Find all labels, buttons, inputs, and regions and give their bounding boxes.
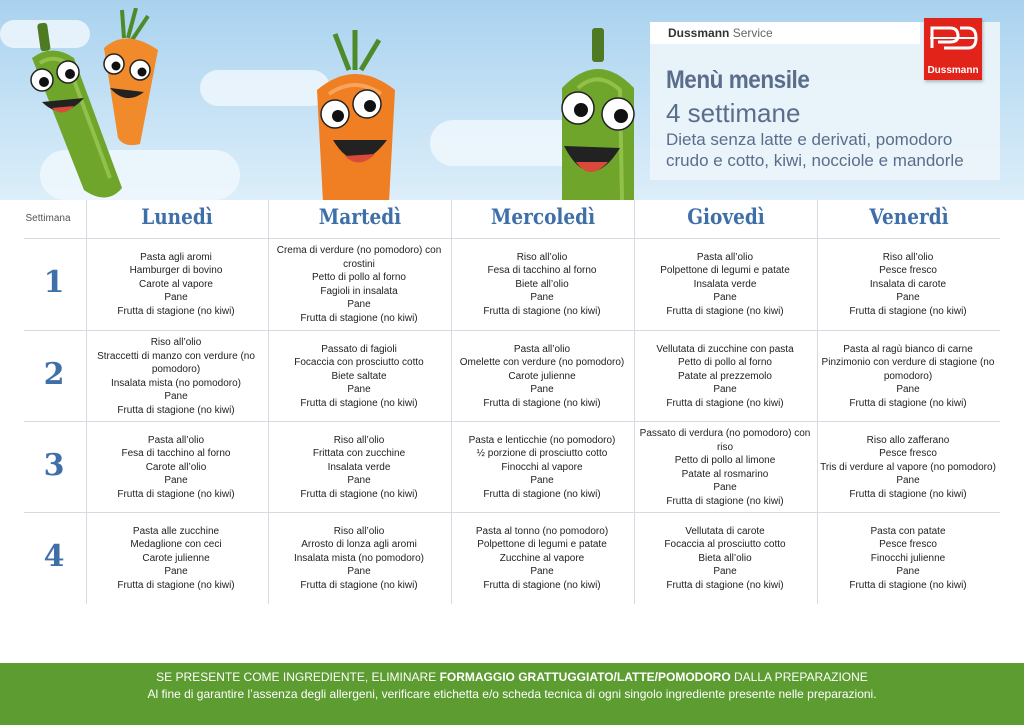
menu-item: Riso all’olio: [882, 251, 934, 263]
menu-item: Frittata con zucchine: [312, 448, 406, 460]
menu-cell: [87, 331, 265, 422]
menu-cell-content: [819, 343, 997, 411]
menu-cell-content: [819, 525, 997, 593]
menu-item: Focaccia al prosciutto cotto: [664, 539, 786, 551]
menu-item: Frutta di stagione (no kiwi): [300, 397, 418, 409]
menu-item: Pane: [896, 475, 920, 487]
menu-cell: [819, 422, 997, 513]
menu-item: Pane: [347, 384, 371, 396]
menu-item: Biete all’olio: [515, 278, 569, 290]
menu-item: Riso all’olio: [150, 337, 202, 348]
menu-item: Frutta di stagione (no kiwi): [849, 579, 967, 591]
menu-item: Frutta di stagione (no kiwi): [483, 305, 601, 317]
menu-item: Frutta di stagione (no kiwi): [117, 305, 235, 317]
menu-cell: [819, 239, 997, 330]
menu-cell-content: [270, 525, 448, 593]
menu-item: Finocchi julienne: [870, 552, 946, 564]
menu-item: Pane: [896, 292, 920, 304]
menu-item: Pasta alle zucchine: [132, 525, 220, 537]
menu-item: Insalata mista (no pomodoro): [110, 377, 242, 389]
menu-item: Vellutata di carote: [685, 525, 765, 537]
menu-item: Riso all’olio: [333, 434, 385, 446]
grid-line: [817, 200, 818, 604]
day-header-monday: Lunedì: [141, 204, 213, 229]
logo-text: Dussmann: [927, 65, 979, 76]
menu-item: Pane: [164, 391, 188, 402]
menu-cell: [636, 513, 814, 604]
menu-item: Pane: [530, 384, 554, 396]
menu-item: Hamburger di bovino: [129, 265, 223, 277]
menu-cell: [270, 513, 448, 604]
footer-note: Al fine di garantire l’assenza degli allergeni, verificare etichetta e/o scheda tecnica di ogni singolo ingrediente presente nelle preparazioni.: [147, 687, 877, 701]
menu-item: Pane: [347, 299, 371, 310]
zucchini-mascot-icon: [548, 28, 648, 200]
menu-cell-content: [270, 244, 448, 325]
menu-item: Biete saltate: [331, 370, 387, 382]
menu-item: Bieta all’olio: [698, 552, 752, 564]
page-subtitle-weeks: 4 settimane: [666, 98, 801, 128]
menu-item: Frutta di stagione (no kiwi): [300, 488, 418, 500]
menu-item: Frutta di stagione (no kiwi): [666, 305, 784, 317]
menu-cell-content: [87, 336, 265, 417]
menu-item: Polpettone di legumi e patate: [477, 539, 607, 551]
menu-cell: [270, 331, 448, 422]
menu-item: Frutta di stagione (no kiwi): [849, 397, 967, 409]
menu-cell: [87, 239, 265, 330]
menu-item: Pasta all’olio: [696, 251, 754, 263]
week-number: 4: [43, 539, 65, 574]
menu-cell: [453, 422, 631, 513]
menu-cell-content: [270, 434, 448, 502]
page-title: Menù mensile: [666, 66, 810, 94]
menu-item: Pane: [713, 384, 737, 396]
menu-item: Petto di pollo al limone: [674, 455, 776, 466]
day-header-wednesday: Mercoledì: [490, 204, 596, 229]
menu-cell-content: [87, 251, 265, 319]
grid-line: [634, 200, 635, 604]
menu-item: Carote julienne: [508, 370, 576, 382]
day-header-friday: Venerdì: [869, 204, 949, 229]
menu-item: Omelette con verdure (no pomodoro): [459, 357, 625, 369]
menu-item: Frutta di stagione (no kiwi): [483, 397, 601, 409]
menu-item: Zucchine al vapore: [499, 552, 585, 564]
dussmann-logo: [924, 18, 982, 80]
menu-item: Insalata verde: [693, 278, 757, 290]
menu-cell-content: [819, 434, 997, 502]
menu-item: Straccetti di manzo con verdure (no pomodoro): [97, 350, 255, 375]
menu-item: Pesce fresco: [879, 448, 937, 460]
menu-cell: [636, 239, 814, 330]
menu-item: Pane: [164, 292, 188, 304]
grid-line: [268, 200, 269, 604]
menu-item: Pasta con patate: [870, 525, 946, 537]
menu-cell: [453, 239, 631, 330]
menu-item: Frutta di stagione (no kiwi): [666, 495, 784, 507]
menu-cell-content: [636, 343, 814, 411]
brand-suffix: Service: [732, 26, 773, 40]
menu-item: Insalata verde: [327, 461, 391, 473]
menu-item: Fagioli in insalata: [320, 285, 398, 297]
footer-warning: [0, 670, 1024, 684]
week-number: 2: [43, 357, 65, 392]
menu-item: Crema di verdure (no pomodoro) con crostini: [276, 245, 442, 270]
menu-item: Riso allo zafferano: [866, 434, 950, 446]
menu-cell: [453, 513, 631, 604]
menu-item: Pane: [713, 292, 737, 304]
allergen-footer: [0, 663, 1024, 725]
menu-item: Pane: [530, 566, 554, 578]
menu-cell: [87, 513, 265, 604]
menu-item: Pane: [164, 566, 188, 578]
menu-cell: [270, 239, 448, 330]
menu-cell-content: [453, 525, 631, 593]
menu-item: Frutta di stagione (no kiwi): [300, 312, 418, 324]
menu-item: Frutta di stagione (no kiwi): [849, 305, 967, 317]
carrot-mascot-icon: [96, 8, 166, 148]
menu-item: Pane: [347, 566, 371, 578]
menu-item: Riso all’olio: [516, 251, 568, 263]
menu-item: Carote all’olio: [145, 461, 207, 473]
menu-item: Focaccia con prosciutto cotto: [294, 357, 424, 369]
menu-cell: [453, 331, 631, 422]
menu-item: Passato di fagioli: [321, 343, 397, 355]
brand-primary: Dussmann: [668, 26, 730, 40]
menu-item: Frutta di stagione (no kiwi): [483, 579, 601, 591]
menu-item: Tris di verdure al vapore (no pomodoro): [820, 461, 996, 473]
week-number: 1: [43, 265, 65, 300]
menu-item: Pane: [530, 475, 554, 487]
week-number: 3: [43, 448, 65, 483]
menu-cell-content: [636, 525, 814, 593]
footer-warning-bold: FORMAGGIO GRATTUGGIATO/LATTE/POMODORO: [439, 670, 731, 684]
footer-warning-prefix: SE PRESENTE COME INGREDIENTE, ELIMINARE: [156, 670, 440, 684]
menu-item: Pane: [713, 566, 737, 578]
menu-item: Pane: [347, 475, 371, 487]
menu-item: Vellutata di zucchine con pasta: [656, 343, 794, 355]
menu-cell-content: [636, 427, 814, 508]
menu-item: Carote julienne: [142, 552, 210, 564]
menu-item: Fesa di tacchino al forno: [487, 265, 597, 277]
menu-cell: [819, 513, 997, 604]
menu-item: Pasta all’olio: [147, 434, 205, 446]
menu-item: Pinzimonio con verdure di stagione (no pomodoro): [821, 357, 995, 382]
menu-item: Petto di pollo al forno: [678, 357, 772, 369]
menu-item: Frutta di stagione (no kiwi): [300, 579, 418, 591]
menu-item: Arrosto di lonza agli aromi: [301, 539, 417, 551]
menu-item: Pesce fresco: [879, 265, 937, 277]
menu-cell: [87, 422, 265, 513]
menu-item: Pane: [896, 566, 920, 578]
week-column-header: Settimana: [25, 213, 71, 224]
menu-cell: [270, 422, 448, 513]
menu-item: Pasta all’olio: [513, 343, 571, 355]
menu-cell-content: [453, 251, 631, 319]
grid-line: [451, 200, 452, 604]
menu-item: Pasta al tonno (no pomodoro): [475, 525, 609, 537]
menu-item: Riso all’olio: [333, 525, 385, 537]
menu-item: Passato di verdura (no pomodoro) con riso: [639, 428, 811, 453]
menu-item: Pesce fresco: [879, 539, 937, 551]
carrot-mascot-icon: [305, 30, 405, 200]
menu-item: Frutta di stagione (no kiwi): [666, 397, 784, 409]
menu-item: Carote al vapore: [139, 278, 213, 290]
menu-item: Patate al prezzemolo: [678, 370, 772, 382]
menu-cell-content: [87, 525, 265, 593]
menu-item: Frutta di stagione (no kiwi): [117, 579, 235, 591]
menu-item: Patate al rosmarino: [681, 468, 769, 480]
menu-item: Insalata di carote: [869, 278, 947, 290]
menu-item: ½ porzione di prosciutto cotto: [476, 448, 608, 460]
menu-cell-content: [270, 343, 448, 411]
menu-cell-content: [453, 434, 631, 502]
menu-item: Pane: [896, 384, 920, 396]
menu-cell-content: [87, 434, 265, 502]
menu-cell-content: [453, 343, 631, 411]
footer-warning-suffix: DALLA PREPARAZIONE: [730, 670, 868, 684]
menu-item: Pasta e lenticchie (no pomodoro): [468, 434, 616, 446]
menu-item: Pasta al ragù bianco di carne: [843, 343, 973, 355]
menu-item: Frutta di stagione (no kiwi): [117, 488, 235, 500]
day-header-thursday: Giovedì: [687, 204, 765, 229]
menu-cell: [819, 331, 997, 422]
menu-item: Fesa di tacchino al forno: [121, 448, 231, 460]
diet-description: Dieta senza latte e derivati, pomodoro crudo e cotto, kiwi, nocciole e mandorle: [666, 130, 964, 170]
menu-cell: [636, 422, 814, 513]
menu-item: Pasta agli aromi: [140, 251, 212, 263]
menu-item: Insalata mista (no pomodoro): [293, 552, 425, 564]
brand-name: [668, 26, 773, 40]
menu-item: Frutta di stagione (no kiwi): [483, 488, 601, 500]
menu-item: Frutta di stagione (no kiwi): [666, 579, 784, 591]
menu-item: Petto di pollo al forno: [312, 272, 406, 283]
menu-cell-content: [636, 251, 814, 319]
menu-item: Medaglione con ceci: [130, 539, 222, 551]
menu-item: Frutta di stagione (no kiwi): [849, 488, 967, 500]
menu-cell-content: [819, 251, 997, 319]
menu-item: Polpettone di legumi e patate: [660, 265, 790, 277]
menu-item: Pane: [164, 475, 188, 487]
menu-item: Frutta di stagione (no kiwi): [117, 404, 235, 416]
menu-item: Pane: [713, 482, 737, 493]
menu-item: Finocchi al vapore: [501, 461, 583, 473]
menu-cell: [636, 331, 814, 422]
day-header-tuesday: Martedì: [318, 204, 402, 229]
pd-logo-icon: [924, 18, 982, 58]
menu-item: Pane: [530, 292, 554, 304]
